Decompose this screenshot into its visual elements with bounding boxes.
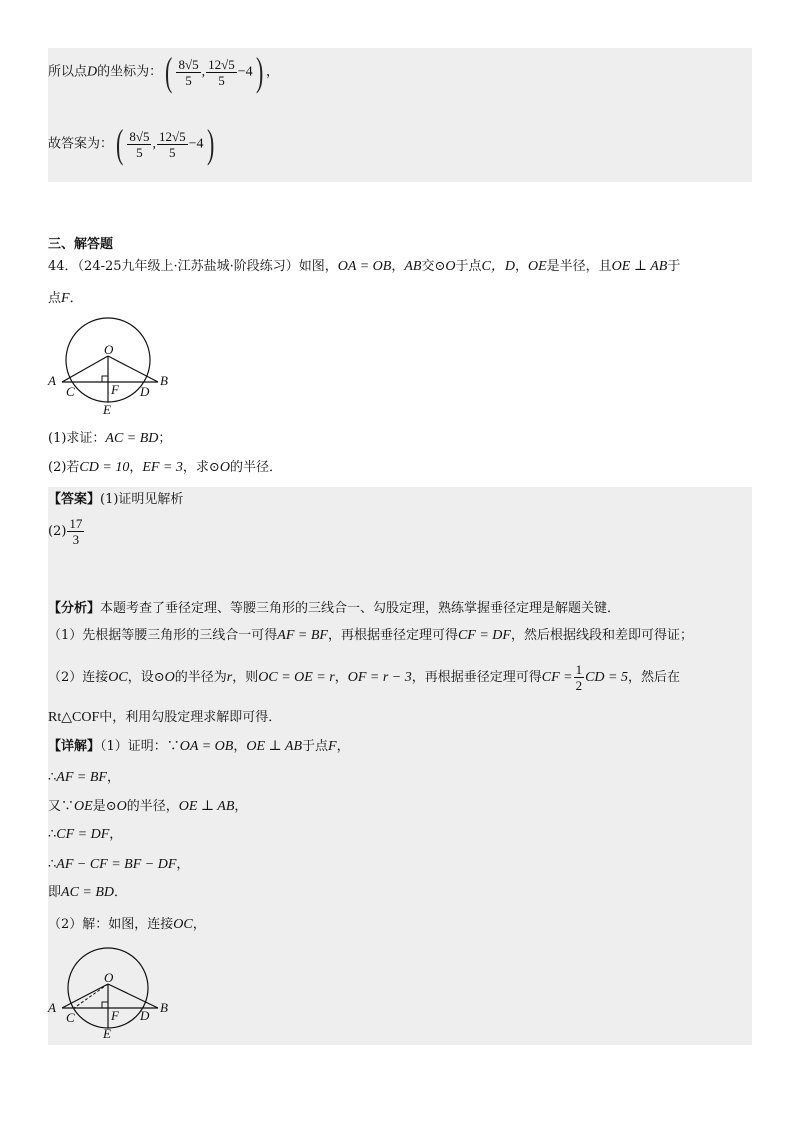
math: r (226, 670, 233, 685)
text: (2) (48, 524, 67, 539)
text: ， (109, 827, 123, 842)
math: CD = 10 (79, 460, 130, 475)
fraction (176, 57, 200, 88)
numerator: 1 (575, 662, 583, 677)
right-paren-icon: ) (255, 49, 264, 94)
math: OC (173, 917, 193, 932)
text: ， (336, 739, 350, 754)
problem-statement-cont (48, 290, 83, 308)
left-paren-icon: ( (165, 49, 173, 94)
fraction (67, 516, 84, 547)
text: 即 (48, 885, 62, 900)
numerator: 8√5 (178, 56, 199, 72)
circle-figure-2 (40, 940, 180, 1040)
math: AF = BF (56, 770, 107, 785)
text: (1)证明见解析 (100, 492, 184, 507)
math: O (164, 670, 175, 685)
text: （1）证明：∵ (100, 739, 180, 754)
label-f: F (111, 382, 119, 397)
math: OE ⊥ AB (246, 739, 303, 754)
text: (1)求证： (48, 431, 106, 446)
text: 中，利用勾股定理求解即可得． (99, 710, 282, 725)
label-b: B (160, 373, 168, 388)
text: ， (176, 857, 190, 872)
problem-number: 44． (48, 259, 78, 274)
section-title: 三、解答题 (48, 237, 114, 252)
text: 的坐标为： (97, 64, 163, 80)
text: ， (234, 799, 248, 814)
math: EF = 3 (142, 460, 183, 475)
text: 交⊙ (421, 259, 446, 274)
minus-four: −4 (237, 64, 253, 80)
problem-statement (48, 258, 680, 276)
math: OE ⊥ AB (611, 259, 668, 274)
text: 本题考查了垂径定理、等腰三角形的三线合一、勾股定理，熟练掌握垂径定理是解题关键． (100, 601, 621, 616)
detail-l7 (48, 916, 206, 934)
detail-l3 (48, 798, 247, 816)
math: CF = DF (56, 827, 110, 842)
text: 于点 (455, 259, 482, 274)
text: 于 (667, 259, 681, 274)
detail-l5 (48, 856, 189, 874)
label-a: A (48, 373, 56, 388)
detail-l1 (48, 738, 350, 756)
text: ， (129, 460, 143, 475)
right-paren-icon: ) (206, 121, 214, 166)
fraction (206, 57, 237, 88)
detail-l2 (48, 769, 120, 787)
denominator: 5 (206, 72, 237, 88)
coordinate-line: 所以点D的坐标为：( $\frac{8√5}{5}$ , $\frac{12√5}{5}$ −4) ， (48, 49, 280, 94)
math: CF = (541, 670, 573, 685)
math: C，D (481, 259, 515, 274)
math: OA = OB (179, 739, 234, 754)
text: ； (158, 431, 172, 446)
text: ，则 (232, 670, 259, 685)
text: ，然后在 (628, 670, 681, 685)
text: ，求⊙ (182, 460, 220, 475)
text: (2)若 (48, 460, 80, 475)
numerator: 17 (69, 516, 83, 531)
answer-label: 【答案】 (48, 492, 101, 507)
label-b: B (160, 1000, 168, 1015)
text: ∴ (48, 770, 57, 785)
text: ，然后根据线段和差即可得证； (510, 628, 693, 643)
label-e: E (103, 1026, 111, 1040)
numerator: 8√5 (129, 128, 150, 144)
math: Rt△COF (48, 710, 100, 725)
text: ，再根据垂径定理可得 (327, 628, 458, 643)
math: OE (74, 799, 93, 814)
numerator: 12√5 (208, 56, 235, 72)
final-answer-line: 故答案为：( $\frac{8√5}{5}$ , $\frac{12√5}{5}$ −4) (48, 121, 214, 166)
math: AC = BD (105, 431, 159, 446)
math: AC = BD (61, 885, 115, 900)
math: OC (108, 670, 128, 685)
text: （2）解：如图，连接 (48, 917, 174, 932)
math: OA = OB (337, 259, 392, 274)
text: ，再根据垂径定理可得 (411, 670, 542, 685)
var-d: D (87, 64, 98, 80)
denominator: 2 (575, 678, 583, 693)
text: 又∵ (48, 799, 75, 814)
label-a: A (48, 1000, 56, 1015)
math: O (116, 799, 127, 814)
text: ∴ (48, 857, 57, 872)
fraction (574, 662, 585, 693)
math: F (61, 291, 70, 306)
analysis-p3 (48, 709, 281, 727)
fraction (127, 129, 151, 160)
text: （1）先根据等腰三角形的三线合一可得 (48, 628, 278, 643)
left-paren-icon: ( (116, 121, 124, 166)
answer-2 (48, 516, 85, 547)
text: ， (266, 64, 280, 80)
math: OF = r − 3 (347, 670, 412, 685)
text: 是⊙ (92, 799, 117, 814)
math: OE (527, 259, 547, 274)
detail-l4 (48, 826, 122, 844)
label-c: C (66, 384, 75, 399)
analysis-line (48, 600, 620, 618)
text: 的半径． (229, 460, 282, 475)
answer-line (48, 491, 183, 509)
text: 故答案为： (48, 136, 114, 152)
text: 点 (48, 291, 62, 306)
denominator: 3 (67, 531, 84, 547)
text: ， (192, 917, 206, 932)
denominator: 5 (127, 144, 151, 160)
math: CF = DF (457, 628, 511, 643)
math: CD = 5 (585, 670, 628, 685)
math: AF − CF = BF − DF (56, 857, 177, 872)
text: ， (106, 770, 120, 785)
minus-four: −4 (188, 136, 204, 152)
denominator: 5 (176, 72, 200, 88)
label-e: E (103, 402, 111, 417)
label-c: C (66, 1010, 75, 1025)
analysis-p1 (48, 627, 693, 645)
text: ，设⊙ (127, 670, 165, 685)
text: 的半径， (126, 799, 179, 814)
detail-l6 (48, 884, 127, 902)
text: ， (334, 670, 348, 685)
label-d: D (140, 1008, 150, 1023)
math: O (445, 259, 456, 274)
fraction (157, 129, 188, 160)
label-o: O (104, 970, 114, 985)
text: ． (69, 291, 83, 306)
circle-figure (40, 312, 180, 418)
text: 所以点 (48, 64, 88, 80)
text: 是半径，且 (546, 259, 612, 274)
numerator: 12√5 (158, 128, 186, 144)
text: 于点 (302, 739, 329, 754)
detail-label: 【详解】 (48, 739, 101, 754)
math: AF = BF (277, 628, 328, 643)
question-1 (48, 430, 171, 448)
text: ， (233, 739, 247, 754)
text: ， (514, 259, 528, 274)
math: O (219, 460, 230, 475)
math: OC = OE = r (258, 670, 335, 685)
text: ， (391, 259, 405, 274)
text: （2）连接 (48, 670, 109, 685)
label-f: F (111, 1008, 119, 1023)
label-d: D (140, 384, 150, 399)
math: OE ⊥ AB (178, 799, 235, 814)
text: ∴ (48, 827, 57, 842)
text: 的半径为 (174, 670, 227, 685)
math: F (328, 739, 337, 754)
label-o: O (104, 342, 114, 357)
question-2 (48, 459, 282, 477)
math: AB (404, 259, 422, 274)
analysis-p2 (48, 662, 680, 693)
denominator: 5 (157, 144, 188, 160)
text: ． (114, 885, 128, 900)
analysis-label: 【分析】 (48, 601, 101, 616)
problem-source: （24-25九年级上·江苏盐城·阶段练习）如图， (77, 259, 338, 274)
